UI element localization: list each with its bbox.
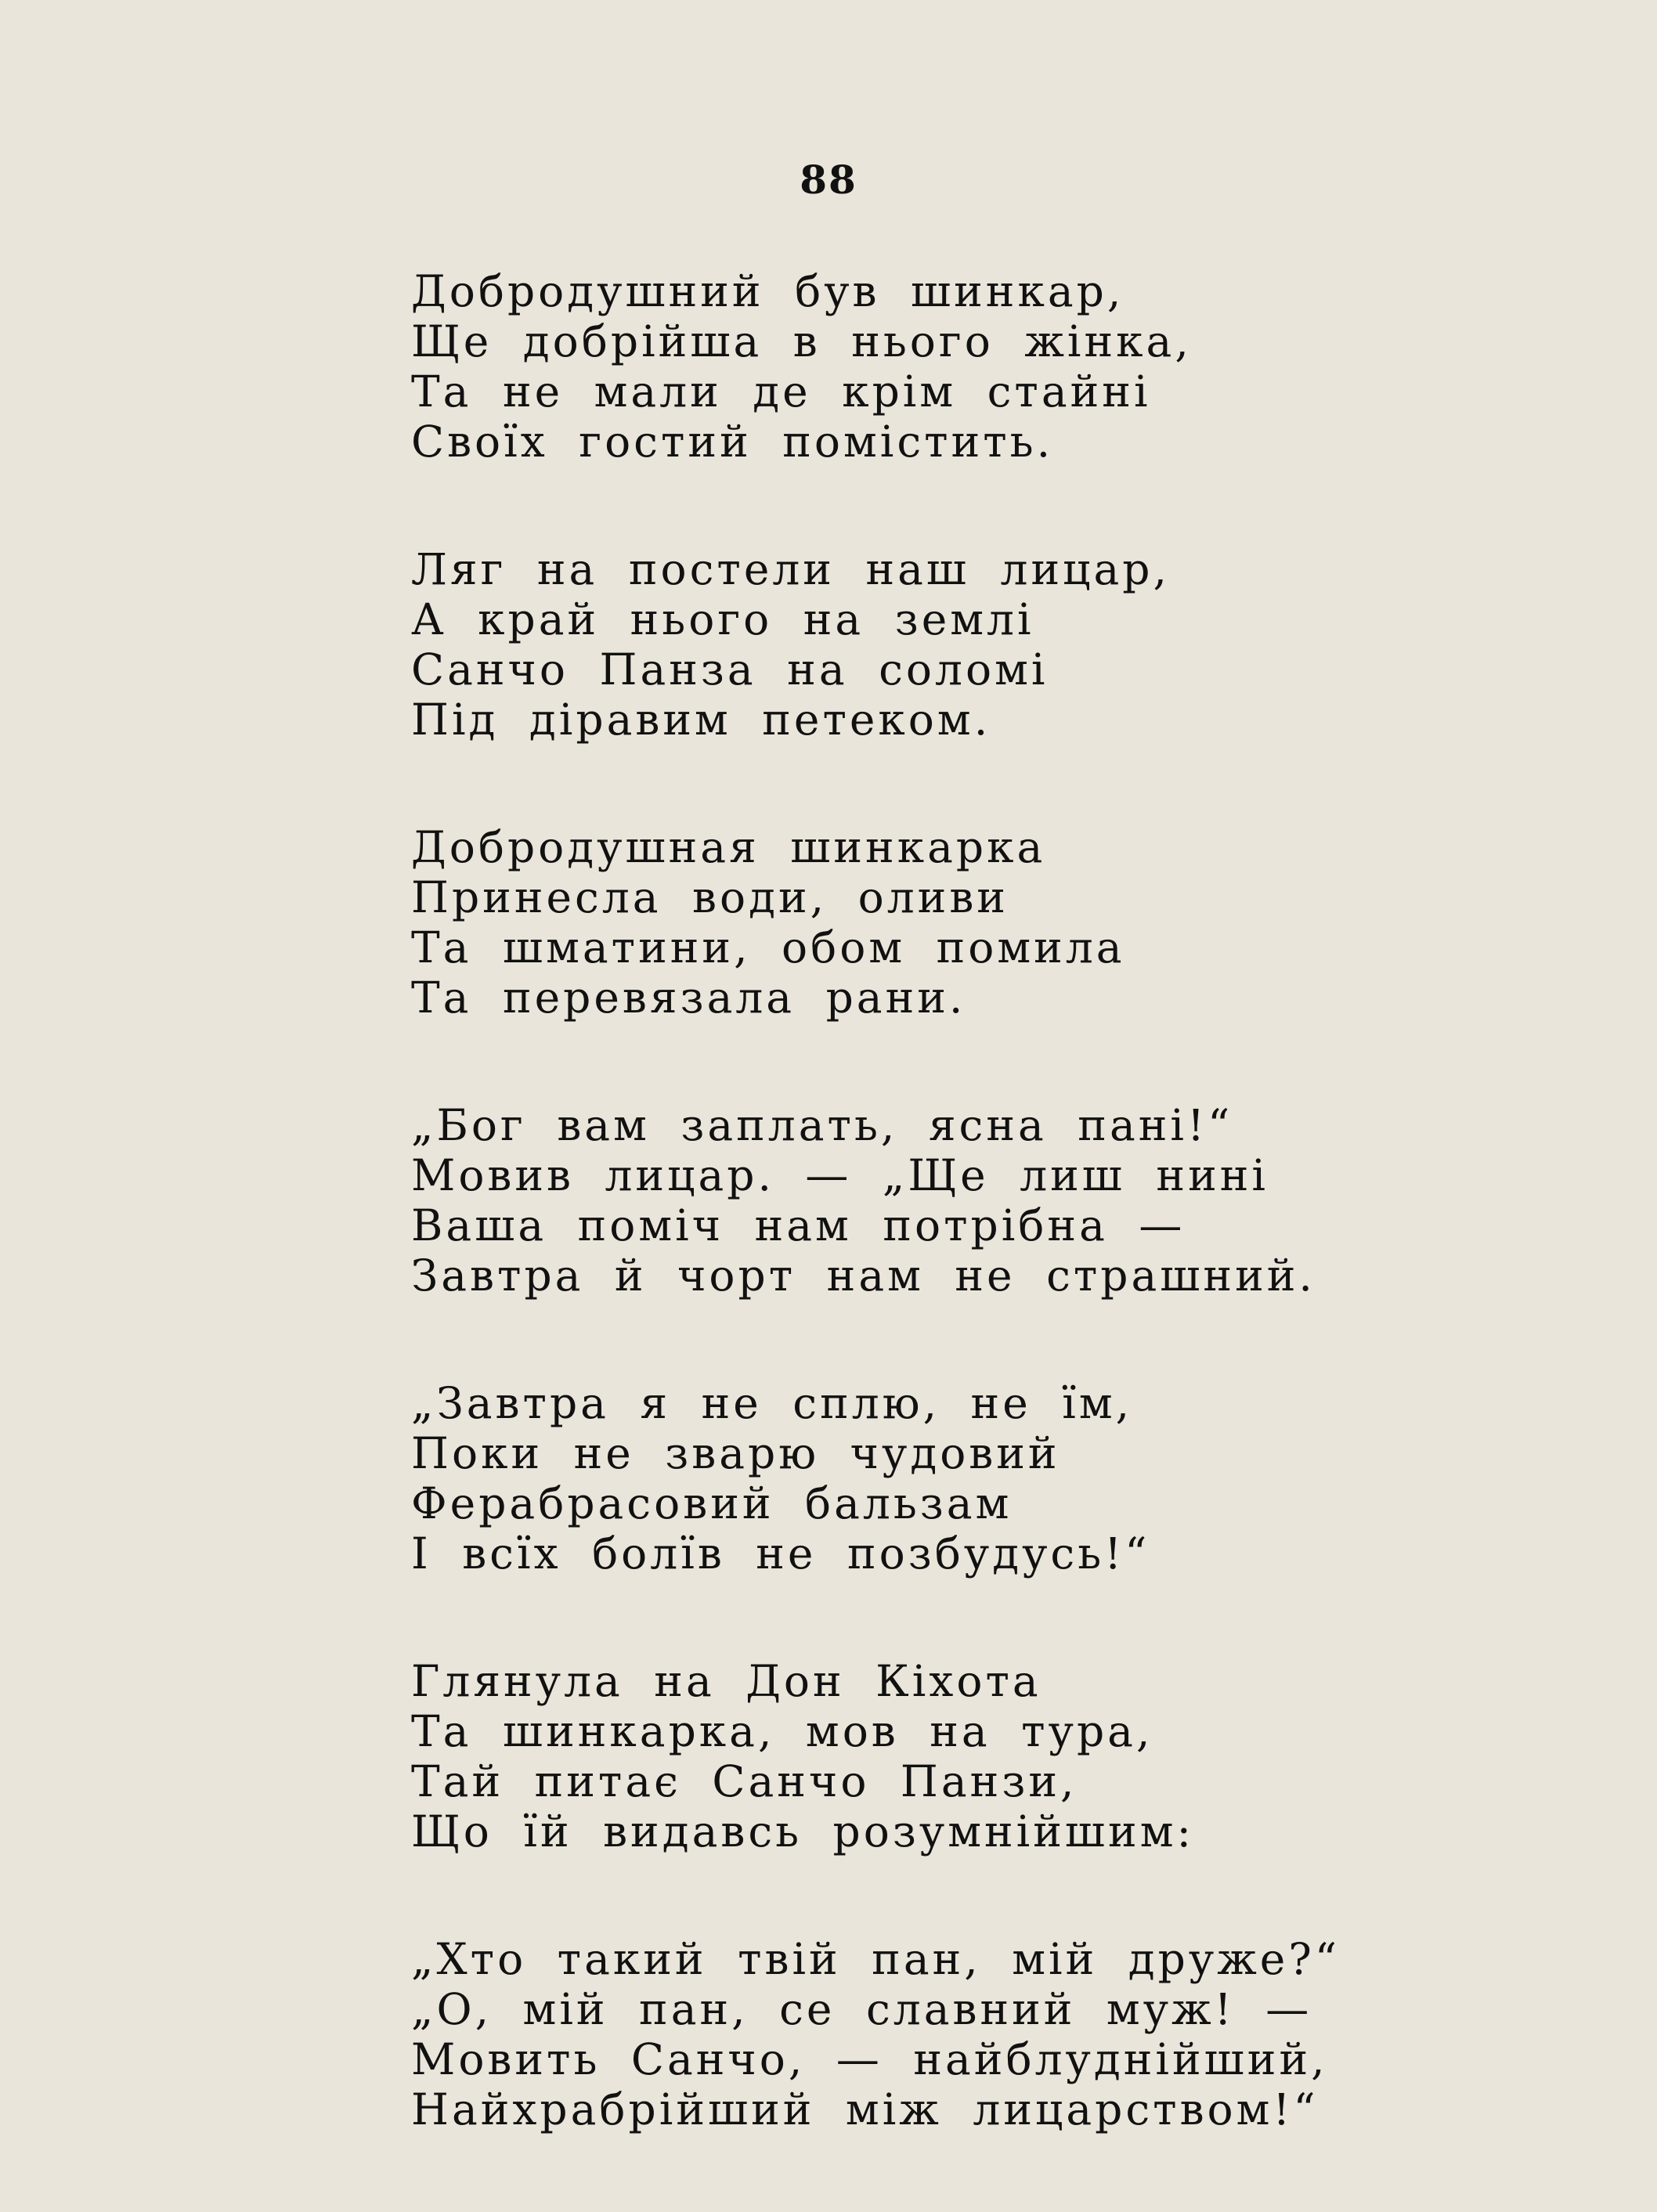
poem-line: „О, мій пан, се славний муж! —: [411, 1984, 1312, 2034]
poem-line: Найхрабрійший між лицарством!“: [411, 2084, 1319, 2134]
poem-line: Мовить Санчо, — найблуднійший,: [411, 2034, 1328, 2084]
poem-line: Ферабрасовий бальзам: [411, 1478, 1013, 1528]
poem-line: Своїх гостий помістить.: [411, 417, 1054, 467]
stanza-4: [411, 1100, 1351, 1301]
poem-line: Та шматини, обом помила: [411, 922, 1125, 972]
poem-line: Та шинкарка, мов на тура,: [411, 1706, 1153, 1756]
poem-line: „Завтра я не сплю, не їм,: [411, 1378, 1133, 1428]
poem-line: Та не мали де крім стайні: [411, 366, 1151, 417]
poem-line: Добродушная шинкарка: [411, 822, 1046, 872]
poem-line: Що їй видавсь розумнійшим:: [411, 1806, 1195, 1857]
stanza-2: [411, 544, 1351, 745]
poem-line: Ваша поміч нам потрібна —: [411, 1200, 1186, 1250]
poem-line: Ляг на постели наш лицар,: [411, 544, 1170, 594]
stanza-5: [411, 1378, 1351, 1579]
poem-line: Поки не зварю чудовий: [411, 1428, 1060, 1478]
poem-line: Та перевязала рани.: [411, 972, 966, 1023]
poem-line: І всїх болїв не позбудусь!“: [411, 1528, 1150, 1579]
poem-line: А край нього на землі: [411, 594, 1034, 644]
poem-line: Мовив лицар. — „Ще лиш нині: [411, 1150, 1269, 1200]
poem-line: Ще добрійша в нього жінка,: [411, 316, 1192, 366]
poem-line: Добродушний був шинкар,: [411, 266, 1125, 316]
poem-line: Санчо Панза на соломі: [411, 644, 1049, 695]
poem-line: Глянула на Дон Кіхота: [411, 1656, 1041, 1706]
poem-line: Принесла води, оливи: [411, 872, 1009, 922]
page-number: 88: [800, 157, 857, 203]
poem-line: „Хто такий твій пан, мій друже?“: [411, 1934, 1340, 1984]
stanza-7: [411, 1934, 1351, 2134]
stanza-3: [411, 822, 1351, 1023]
poem-line: Під діравим петеком.: [411, 695, 991, 745]
poem-line: Тай питає Санчо Панзи,: [411, 1756, 1078, 1806]
poem-line: „Бог вам заплать, ясна пані!“: [411, 1100, 1233, 1150]
stanza-6: [411, 1656, 1351, 1857]
stanza-1: [411, 266, 1351, 467]
poem: [411, 266, 1351, 2212]
poem-line: Завтра й чорт нам не страшний.: [411, 1250, 1316, 1301]
